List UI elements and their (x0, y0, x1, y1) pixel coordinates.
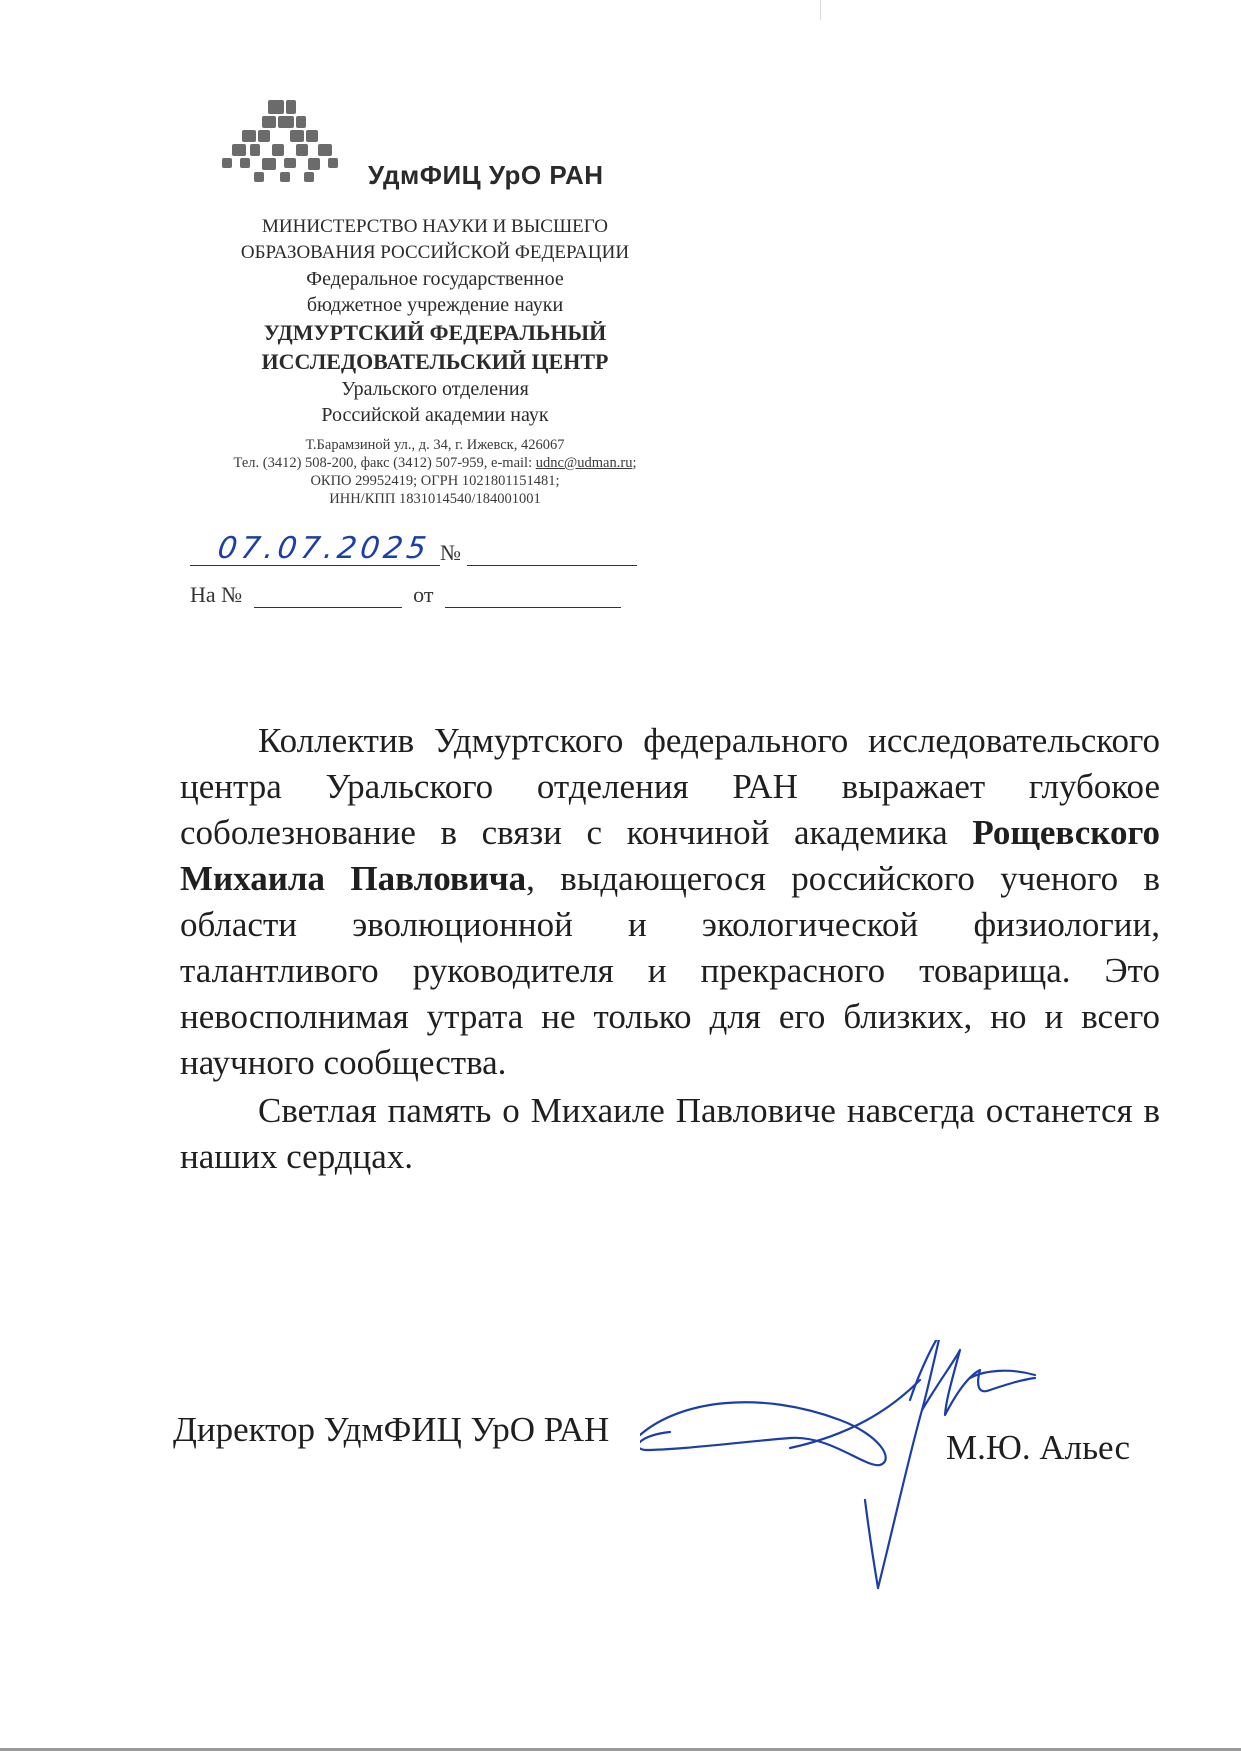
letter-body (180, 718, 1160, 1180)
logo-text: УдмФИЦ УрО РАН (368, 160, 604, 190)
branch-line-2: Российской академии наук (321, 404, 549, 426)
email-link[interactable]: udnc@udman.ru (535, 455, 633, 471)
okpo-ogrn: ОКПО 29952419; ОГРН 1021801151481; (310, 473, 560, 489)
ministry-line-2: ОБРАЗОВАНИЯ РОССИЙСКОЙ ФЕДЕРАЦИИ (240, 242, 630, 263)
branch-line-1: Уральского отделения (341, 378, 529, 400)
type-line-2: бюджетное учреждение науки (306, 294, 564, 316)
phone-end: ; (632, 455, 637, 471)
signatory-name: М.Ю. Альес (946, 1428, 1130, 1467)
reference-registration-line (190, 582, 621, 608)
number-sign: № (440, 540, 461, 565)
handwritten-date: 07.07.2025 (215, 531, 433, 566)
contacts (180, 436, 690, 508)
paragraph-1 (180, 718, 1160, 1086)
reference-date-blank (445, 585, 621, 608)
number-blank (467, 543, 637, 566)
from-label: от (413, 582, 434, 607)
deceased-name: Рощевского Михаила Павловича (180, 813, 1160, 898)
reference-number-blank (254, 585, 402, 608)
org-line-1: УДМУРТСКИЙ ФЕДЕРАЛЬНЫЙ (263, 320, 607, 345)
paragraph-1-start: Коллектив Удмуртского федерального исследовательского центра Уральского отделения РАН выражает глубокое соболезнование в связи с кончиной академика (180, 721, 1160, 852)
inn-kpp: ИНН/КПП 1831014540/184001001 (329, 491, 541, 507)
letterhead (180, 214, 690, 508)
pixel-building-logo-icon (222, 100, 362, 188)
org-line-2: ИССЛЕДОВАТЕЛЬСКИЙ ЦЕНТР (261, 349, 609, 374)
phone-line (180, 454, 690, 472)
phone-fax: Тел. (3412) 508-200, факс (3412) 507-959, e-mail: (233, 455, 536, 471)
handwritten-signature (640, 1340, 1060, 1590)
scan-edge-bottom (0, 1748, 1241, 1751)
paragraph-1-end: , выдающегося российского ученого в области эволюционной и экологической физиологии, талантливого руководителя и прекрасного товарища. Это невосполнимая утрата не только для его близких, но и всего научного сообщества. (180, 859, 1161, 1082)
reference-label: На № (190, 582, 243, 607)
ministry-line-1: МИНИСТЕРСТВО НАУКИ И ВЫСШЕГО (262, 216, 608, 237)
signatory-position: Директор УдмФИЦ УрО РАН (173, 1410, 610, 1449)
address: Т.Барамзиной ул., д. 34, г. Ижевск, 426067 (305, 437, 565, 453)
type-line-1: Федеральное государственное (306, 268, 564, 290)
scan-edge-mark (820, 0, 821, 20)
paragraph-2: Светлая память о Михаиле Павловиче навсегда останется в наших сердцах. (180, 1091, 1160, 1176)
